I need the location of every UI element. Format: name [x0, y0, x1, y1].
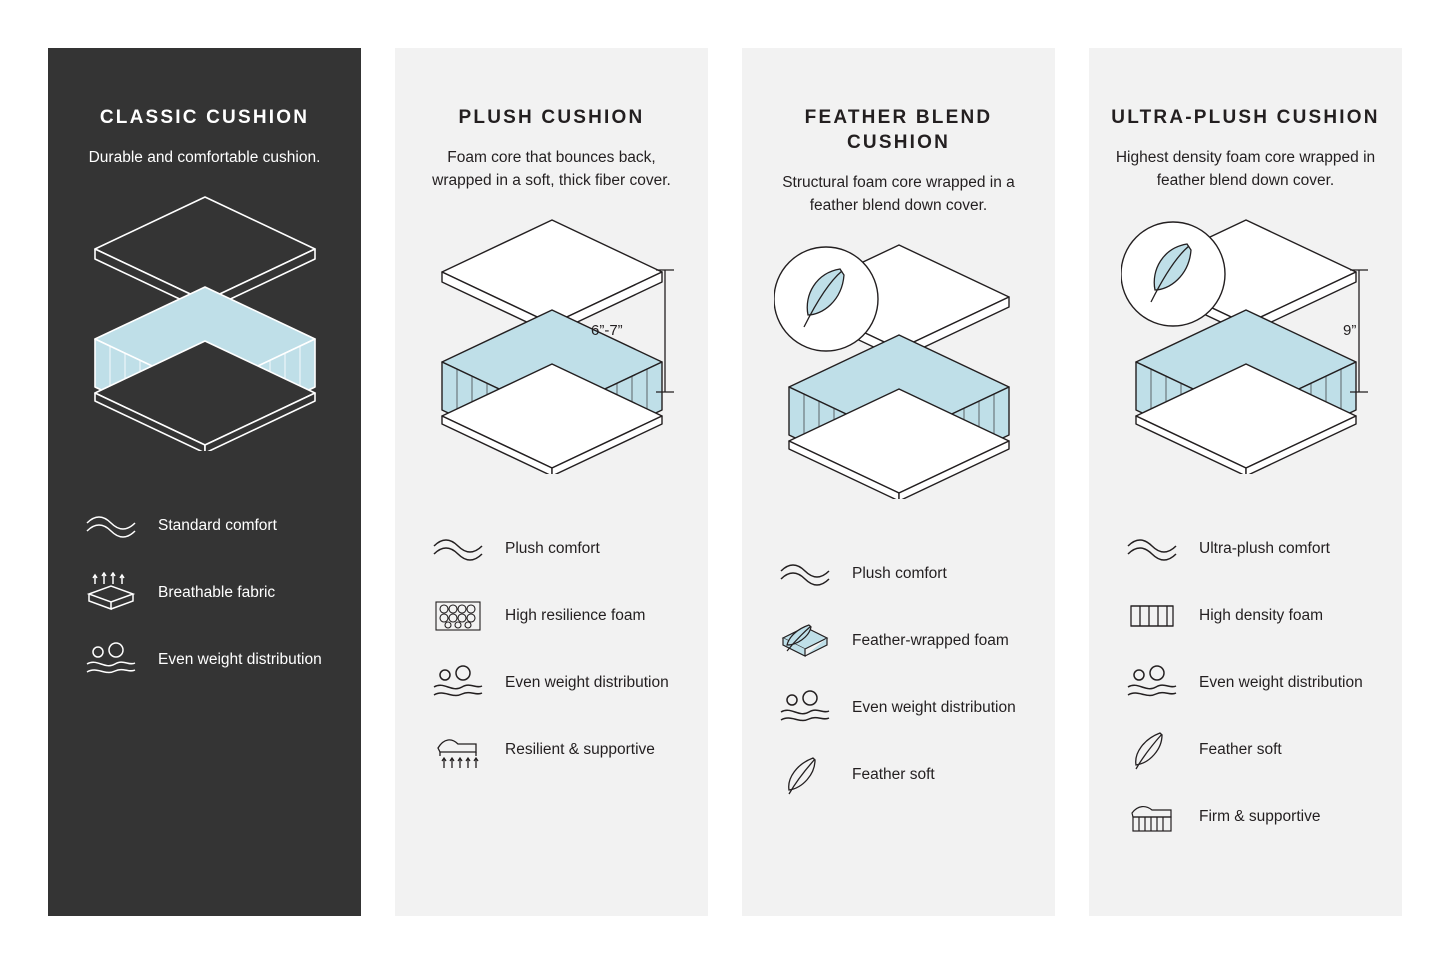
- cushion-layers-svg: [1121, 214, 1371, 474]
- cushion-card-classic: [48, 48, 361, 916]
- feature-label: Even weight distribution: [505, 674, 669, 691]
- high-density-foam-icon: [1123, 593, 1181, 639]
- cushion-card-ultra-plush: [1089, 48, 1402, 916]
- card-description: Foam core that bounces back, wrapped in a soft, thick fiber cover.: [432, 149, 671, 189]
- feature-list: [742, 551, 1055, 798]
- page-title: PLUSH CUSHION: [458, 107, 645, 128]
- feature-label: Firm & supportive: [1199, 808, 1321, 825]
- feature-label: Resilient & supportive: [505, 741, 655, 758]
- dimension-bracket-icon: [653, 266, 677, 396]
- feature-label: High resilience foam: [505, 607, 646, 624]
- weight-distribution-icon: [776, 685, 834, 731]
- feature-list: [48, 503, 361, 683]
- weight-distribution-icon: [82, 637, 140, 683]
- list-item: [429, 526, 686, 572]
- feather-icon: [1123, 727, 1181, 773]
- page-title: FEATHER BLEND CUSHION: [804, 107, 993, 153]
- feature-label: Plush comfort: [852, 565, 947, 582]
- feather-wrapped-foam-icon: [776, 618, 834, 664]
- list-item: [82, 570, 339, 616]
- wave-lines-icon: [82, 503, 140, 549]
- feature-label: Ultra-plush comfort: [1199, 540, 1330, 557]
- exploded-cushion-diagram: [742, 239, 1055, 529]
- feature-label: Feather soft: [852, 766, 935, 783]
- card-description: Durable and comfortable cushion.: [88, 149, 321, 166]
- feature-label: Standard comfort: [158, 517, 277, 534]
- dimension-label: 9”: [1343, 322, 1357, 339]
- list-item: [1123, 660, 1380, 706]
- wave-lines-icon: [776, 551, 834, 597]
- feature-label: Feather-wrapped foam: [852, 632, 1009, 649]
- list-item: [776, 752, 1033, 798]
- feather-badge-icon: [1121, 222, 1225, 326]
- cushion-card-feather-blend: [742, 48, 1055, 916]
- exploded-cushion-diagram: [1089, 214, 1402, 504]
- card-description: Highest density foam core wrapped in feather blend down cover.: [1115, 149, 1376, 189]
- list-item: [429, 660, 686, 706]
- list-item: [776, 685, 1033, 731]
- list-item: [1123, 593, 1380, 639]
- feature-list: [395, 526, 708, 773]
- cushion-layers-svg: [80, 191, 330, 451]
- weight-distribution-icon: [1123, 660, 1181, 706]
- resilient-support-icon: [429, 727, 487, 773]
- list-item: [1123, 526, 1380, 572]
- feature-list: [1089, 526, 1402, 840]
- list-item: [776, 618, 1033, 664]
- cushion-card-plush: [395, 48, 708, 916]
- feature-label: High density foam: [1199, 607, 1324, 624]
- feature-label: Even weight distribution: [852, 699, 1016, 716]
- list-item: [429, 727, 686, 773]
- list-item: [1123, 727, 1380, 773]
- exploded-cushion-diagram: [48, 191, 361, 481]
- weight-distribution-icon: [429, 660, 487, 706]
- feature-label: Breathable fabric: [158, 584, 276, 601]
- feature-label: Even weight distribution: [158, 651, 322, 668]
- cushion-layers-svg: [427, 214, 677, 474]
- honeycomb-foam-icon: [429, 593, 487, 639]
- feature-label: Plush comfort: [505, 540, 600, 557]
- feature-label: Even weight distribution: [1199, 674, 1363, 691]
- page-title: ULTRA-PLUSH CUSHION: [1111, 107, 1380, 128]
- exploded-cushion-diagram: [395, 214, 708, 504]
- list-item: [1123, 794, 1380, 840]
- breathable-fabric-icon: [82, 570, 140, 616]
- cushion-layers-svg: [774, 239, 1024, 499]
- page-title: CLASSIC CUSHION: [99, 107, 310, 128]
- list-item: [776, 551, 1033, 597]
- card-description: Structural foam core wrapped in a feather blend down cover.: [782, 174, 1015, 214]
- wave-lines-icon: [429, 526, 487, 572]
- feather-icon: [776, 752, 834, 798]
- firm-support-icon: [1123, 794, 1181, 840]
- wave-lines-icon: [1123, 526, 1181, 572]
- feather-badge-icon: [774, 247, 878, 351]
- list-item: [429, 593, 686, 639]
- dimension-label: 6”-7”: [591, 322, 623, 339]
- list-item: [82, 637, 339, 683]
- feature-label: Feather soft: [1199, 741, 1282, 758]
- list-item: [82, 503, 339, 549]
